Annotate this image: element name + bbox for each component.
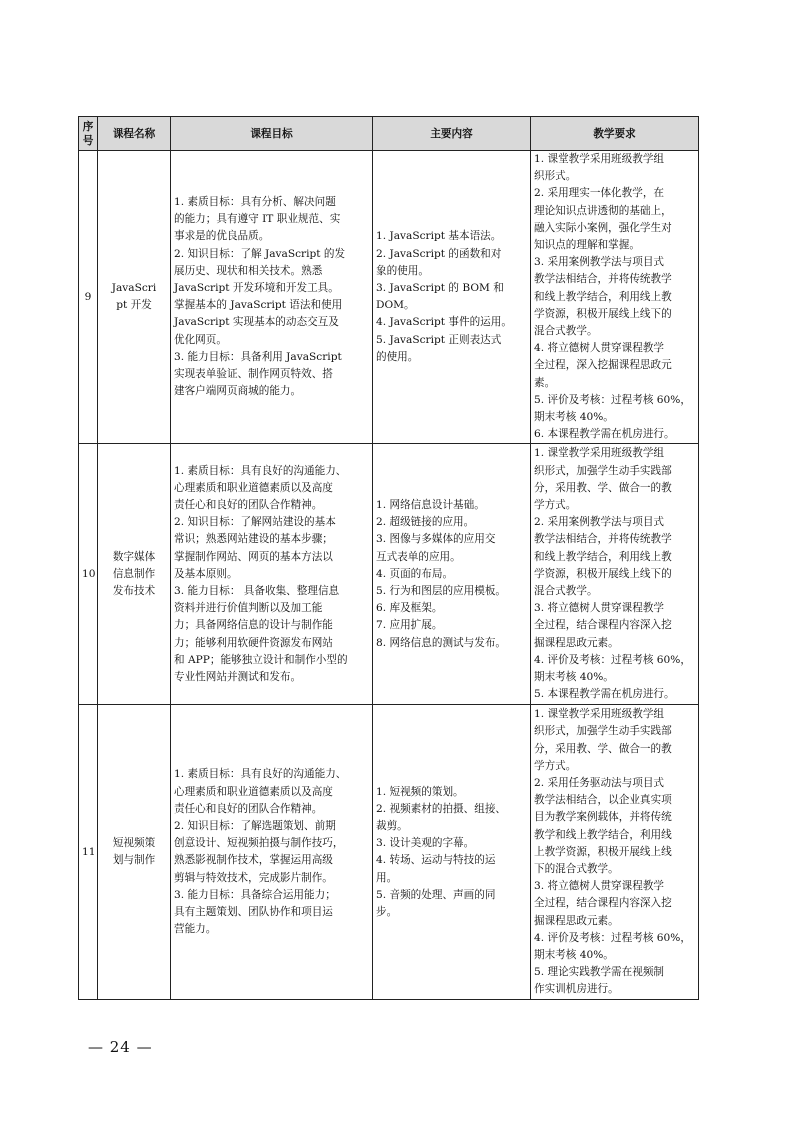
content-line: 5. JavaScript 正则表达式 [376,333,502,346]
requirement-line: 全过程，深入挖掘课程思政元 [534,359,672,372]
course-name-line: 信息制作 [112,567,156,580]
header-main-content: 主要内容 [373,117,531,151]
main-content [373,151,531,444]
goal-line: 常识；熟悉网站建设的基本步骤； [174,533,333,546]
goal-line: 实现表单验证、制作网页特效、搭 [174,368,333,381]
requirement-line: 和线上教学结合，利用线上教 [534,290,672,303]
content-line: 4. 页面的布局。 [376,567,454,580]
table-header-row [79,117,699,151]
requirement-line: 期末考核 40%。 [534,671,614,684]
goal-line: 3. 能力目标： 具备收集、整理信息 [174,585,340,598]
content-line: 4. JavaScript 事件的运用。 [376,316,512,329]
goal-line: 责任心和良好的团队合作精神。 [174,802,323,815]
row-seq: 9 [79,151,98,444]
content-line: 1. 网络信息设计基础。 [376,499,485,512]
goal-line: 熟悉影视制作技术，掌握运用高级 [174,854,333,867]
goal-line: 2. 知识目标：了解选题策划、前期 [174,820,336,833]
goal-line: 专业性网站并测试和发布。 [174,671,302,684]
requirement-line: 期末考核 40%。 [534,411,614,424]
course-name-line: 划与制作 [112,854,156,867]
goal-line: 优化网页。 [174,333,227,346]
requirement-line: 1. 课堂教学采用班级教学组 [534,708,665,721]
goal-line: 剪辑与特效技术，完成影片制作。 [174,871,333,884]
content-line: 6. 库及框架。 [376,602,443,615]
requirement-line: 2. 采用案例教学法与项目式 [534,516,665,529]
content-line: 7. 应用扩展。 [376,619,443,632]
goal-line: 资料并进行价值判断以及加工能 [174,602,323,615]
requirement-line: 期末考核 40%。 [534,949,614,962]
course-name [98,705,171,1000]
goal-line: 具有主题策划、团队协作和项目运 [174,906,333,919]
requirement-line: 6. 本课程教学需在机房进行。 [534,428,675,441]
goal-line: 的能力；具有遵守 IT 职业规范、实 [174,213,341,226]
requirement-line: 作实训机房进行。 [534,983,619,996]
requirement-line: 全过程，结合课程内容深入挖 [534,619,672,632]
content-line: 5. 音频的处理、声画的同 [376,888,496,901]
row-seq: 10 [79,444,98,705]
header-seq: 序号 [79,117,98,151]
goal-line: 展历史、现状和相关技术。熟悉 [174,264,323,277]
requirement-line: 3. 将立德树人贯穿课程教学 [534,602,665,615]
requirement-line: 学方式。 [534,499,577,512]
table-row [79,705,699,1000]
requirement-line: 混合式教学。 [534,585,598,598]
requirement-line: 织形式，加强学生动手实践部 [534,464,672,477]
course-name [98,151,171,444]
course-goals [171,444,373,705]
requirement-line: 上教学资源，积极开展线上线 [534,845,672,858]
table-row [79,151,699,444]
goal-line: JavaScript 实现基本的动态交互及 [174,316,339,329]
content-line: 象的使用。 [376,264,429,277]
requirement-line: 和线上教学结合，利用线上教 [534,550,672,563]
goal-line: 2. 知识目标：了解 JavaScript 的发 [174,247,346,260]
course-table [78,116,699,1000]
goal-line: 1. 素质目标：具有良好的沟通能力、 [174,768,347,781]
requirement-line: 素。 [534,376,556,389]
requirement-line: 分，采用教、学、做合一的教 [534,481,672,494]
course-name-line: 发布技术 [112,585,156,598]
goal-line: 心理素质和职业道德素质以及高度 [174,785,333,798]
course-name-line: pt 开发 [116,299,152,312]
goal-line: 1. 素质目标：具有良好的沟通能力、 [174,464,347,477]
teaching-requirements [531,151,699,444]
goal-line: 3. 能力目标：具备利用 JavaScript [174,350,342,363]
content-line: 裁剪。 [376,820,408,833]
goal-line: 责任心和良好的团队合作精神。 [174,499,323,512]
content-line: 5. 行为和图层的应用模板。 [376,585,507,598]
requirement-line: 5. 理论实践教学需在视频制 [534,966,665,979]
requirement-line: 4. 将立德树人贯穿课程教学 [534,342,665,355]
requirement-line: 目为教学案例载体，并将传统 [534,811,672,824]
content-line: 4. 转场、运动与特技的运 [376,854,496,867]
header-teaching-requirements: 教学要求 [531,117,699,151]
requirement-line: 全过程，结合课程内容深入挖 [534,897,672,910]
goal-line: 和 APP；能够独立设计和制作小型的 [174,653,348,666]
content-line: 用。 [376,871,398,884]
requirement-line: 学资源，积极开展线上线下的 [534,567,672,580]
goal-line: 建客户端网页商城的能力。 [174,385,302,398]
content-line: 1. 短视频的策划。 [376,785,464,798]
requirement-line: 2. 采用理实一体化教学，在 [534,187,665,200]
content-line: 3. 设计美观的字幕。 [376,837,475,850]
requirement-line: 3. 采用案例教学法与项目式 [534,256,665,269]
course-name [98,444,171,705]
requirement-line: 融入实际小案例，强化学生对 [534,221,672,234]
header-course-name: 课程名称 [98,117,171,151]
course-name-line: 数字媒体 [112,550,156,563]
content-line: 2. 视频素材的拍摄、组接、 [376,802,507,815]
requirement-line: 4. 评价及考核：过程考核 60%， [534,931,691,944]
requirement-line: 1. 课堂教学采用班级教学组 [534,447,665,460]
requirement-line: 理论知识点讲透彻的基础上， [534,204,672,217]
requirement-line: 5. 评价及考核：过程考核 60%， [534,393,691,406]
content-line: 2. 超级链接的应用。 [376,516,475,529]
requirement-line: 知识点的理解和掌握。 [534,239,640,252]
goal-line: 力；具备网络信息的设计与制作能 [174,619,333,632]
requirement-line: 3. 将立德树人贯穿课程教学 [534,880,665,893]
goal-line: 1. 素质目标：具有分析、解决问题 [174,196,336,208]
header-course-goals: 课程目标 [171,117,373,151]
requirement-line: 1. 课堂教学采用班级教学组 [534,153,665,165]
goal-line: 3. 能力目标：具备综合运用能力； [174,888,336,901]
requirement-line: 织形式，加强学生动手实践部 [534,725,672,738]
course-name-line: 短视频策 [112,837,156,850]
requirement-line: 学方式。 [534,759,577,772]
page-number: — 24 — [88,1038,153,1056]
requirement-line: 教学法相结合，并将传统教学 [534,273,672,286]
content-line: 互式表单的应用。 [376,550,461,563]
main-content [373,444,531,705]
goal-line: 掌握制作网站、网页的基本方法以 [174,550,333,563]
content-line: 的使用。 [376,350,419,363]
goal-line: JavaScript 开发环境和开发工具。 [174,282,339,295]
content-line: 步。 [376,906,398,919]
requirement-line: 分，采用教、学、做合一的教 [534,742,672,755]
requirement-line: 织形式。 [534,170,577,183]
requirement-line: 掘课程思政元素。 [534,914,619,927]
requirement-line: 教学和线上教学结合，利用线 [534,828,672,841]
requirement-line: 下的混合式教学。 [534,863,619,876]
requirement-line: 4. 评价及考核：过程考核 60%， [534,653,691,666]
requirement-line: 5. 本课程教学需在机房进行。 [534,688,675,701]
row-seq: 11 [79,705,98,1000]
course-name-line: JavaScri [111,282,157,295]
teaching-requirements [531,705,699,1000]
content-line: 8. 网络信息的测试与发布。 [376,636,507,649]
goal-line: 创意设计、短视频拍摄与制作技巧， [174,837,344,850]
content-line: 2. JavaScript 的函数和对 [376,247,502,260]
goal-line: 力；能够利用软硬件资源发布网站 [174,636,333,649]
teaching-requirements [531,444,699,705]
course-goals [171,151,373,444]
goal-line: 及基本原则。 [174,567,238,580]
content-line: DOM。 [376,299,415,312]
main-content [373,705,531,1000]
course-goals [171,705,373,1000]
requirement-line: 教学法相结合，以企业真实项 [534,794,672,807]
goal-line: 掌握基本的 JavaScript 语法和使用 [174,299,343,312]
content-line: 3. JavaScript 的 BOM 和 [376,282,504,295]
requirement-line: 教学法相结合，并将传统教学 [534,533,672,546]
content-line: 1. JavaScript 基本语法。 [376,230,502,243]
requirement-line: 掘课程思政元素。 [534,636,619,649]
goal-line: 营能力。 [174,923,217,936]
goal-line: 心理素质和职业道德素质以及高度 [174,481,333,494]
requirement-line: 2. 采用任务驱动法与项目式 [534,777,665,790]
table-row [79,444,699,705]
requirement-line: 混合式教学。 [534,325,598,338]
requirement-line: 学资源，积极开展线上线下的 [534,307,672,320]
goal-line: 事求是的优良品质。 [174,230,270,243]
content-line: 3. 图像与多媒体的应用交 [376,533,496,546]
goal-line: 2. 知识目标：了解网站建设的基本 [174,516,336,529]
